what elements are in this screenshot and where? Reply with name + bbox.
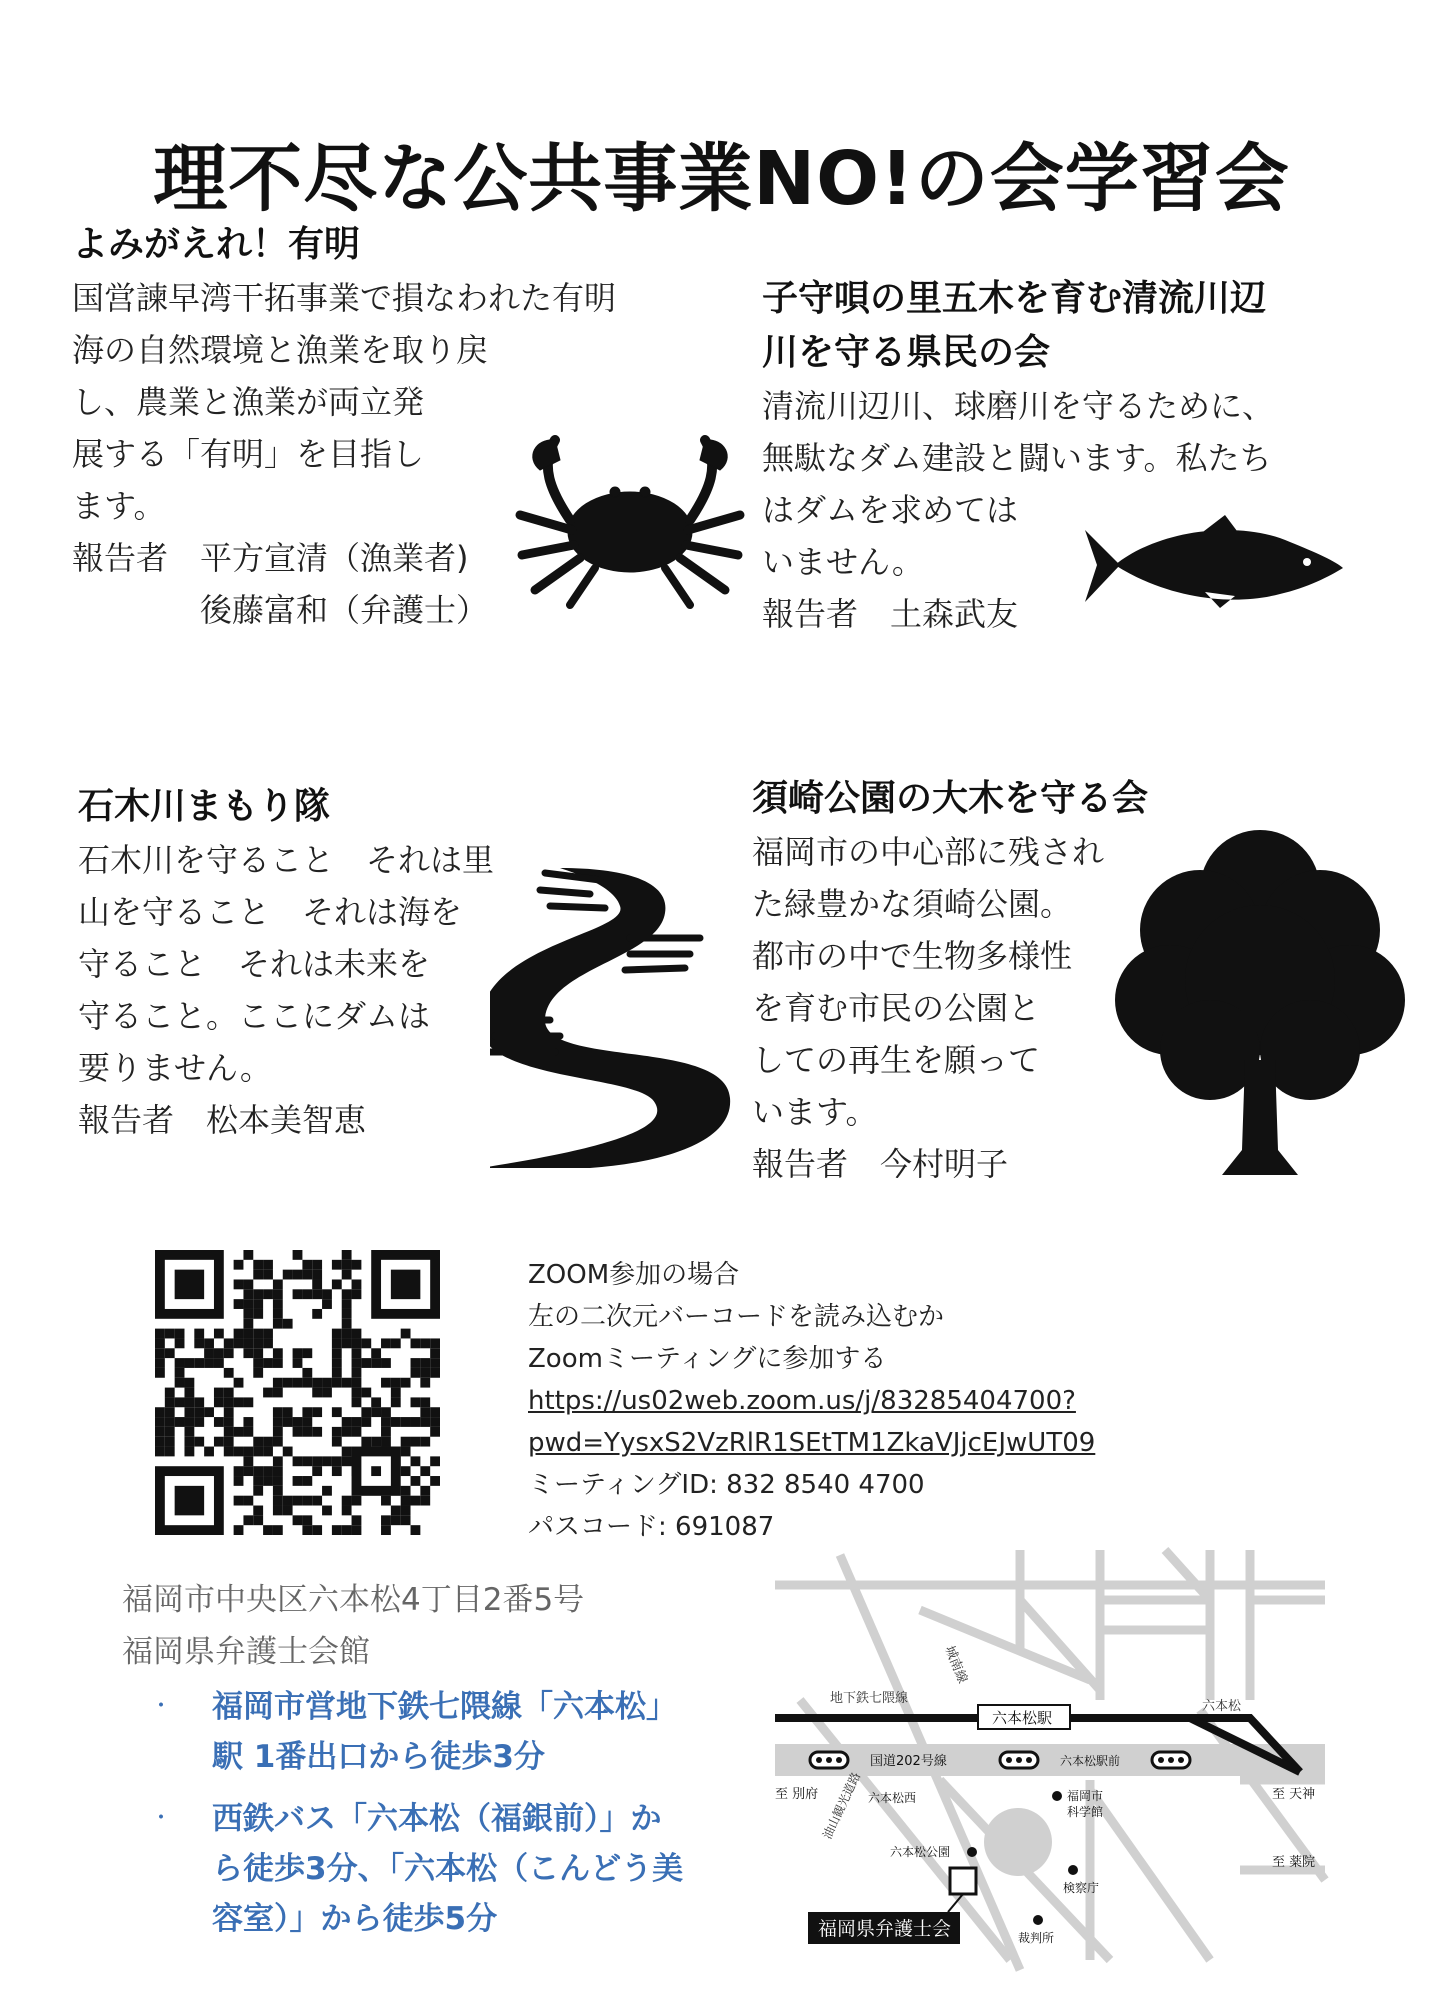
body-line: 国営諫早湾干拓事業で損なわれた有明: [72, 279, 617, 317]
body-line: 報告者 松本美智恵: [78, 1101, 367, 1139]
qr-code[interactable]: [155, 1250, 440, 1535]
body-line: ます。: [72, 487, 166, 525]
body-line: 報告者 土森武友: [762, 595, 1019, 633]
access-line: 西鉄バス「六本松（福銀前）」か: [212, 1801, 662, 1837]
body-line: います。: [752, 1093, 878, 1131]
access-line: ら徒歩3分、「六本松（こんどう美: [212, 1851, 684, 1887]
body-line: 展する「有明」を目指し: [72, 435, 425, 473]
body-line: 守ること それは未来を: [78, 945, 431, 983]
body-line: 要りません。: [78, 1049, 272, 1087]
tree-icon: [1110, 820, 1410, 1180]
body-line: はダムを求めては: [762, 491, 1019, 529]
body-line: た緑豊かな須崎公園。: [752, 885, 1073, 923]
map-label: 六本松西: [868, 1791, 917, 1805]
body-line: 山を守ること それは海を: [78, 893, 463, 931]
meeting-id: ミーティングID: 832 8540 4700: [528, 1470, 925, 1500]
body-line: いません。: [762, 543, 924, 581]
body-line: 報告者 平方宣清（漁業者): [72, 539, 469, 577]
address-line: 福岡市中央区六本松4丁目2番5号: [122, 1582, 585, 1618]
list-item: [150, 1682, 760, 1782]
body-line: 福岡市の中心部に残され: [752, 833, 1105, 871]
access-line: 容室）」から徒歩5分: [212, 1901, 498, 1937]
map-label: 至 天神: [1272, 1787, 1316, 1802]
access-list: [150, 1682, 760, 1944]
section-ishiki: [78, 780, 494, 1146]
body-line: 守ること。ここにダムは: [78, 997, 431, 1035]
list-item: [150, 1794, 760, 1944]
passcode: パスコード: 691087: [528, 1512, 775, 1542]
access-line: 福岡市営地下鉄七隈線「六本松」: [212, 1689, 677, 1725]
section-heading: よみがえれ！有明: [72, 224, 361, 265]
zoom-instruction: 左の二次元バーコードを読み込むか: [528, 1302, 945, 1332]
body-line: 報告者 今村明子: [752, 1145, 1009, 1183]
fish-icon: [1075, 510, 1345, 610]
map-label: 六本松駅前: [1060, 1754, 1121, 1768]
map-label: 国道202号線: [870, 1754, 947, 1769]
zoom-heading: ZOOM参加の場合: [528, 1260, 740, 1290]
zoom-link[interactable]: https://us02web.zoom.us/j/83285404700?: [528, 1386, 1076, 1416]
body-line: し、農業と漁業が両立発: [72, 383, 425, 421]
body-line: 後藤富和（弁護士）: [72, 591, 489, 629]
map-label: 至 薬院: [1272, 1855, 1316, 1870]
body-line: 石木川を守ること それは里: [78, 841, 495, 879]
map-label: 検察庁: [1063, 1881, 1100, 1895]
venue-label: 福岡県弁護士会: [818, 1918, 952, 1940]
map-label: 六本松: [1202, 1699, 1242, 1714]
body-line: 無駄なダム建設と闘います。私たち: [762, 439, 1272, 477]
body-line: しての再生を願って: [752, 1041, 1041, 1079]
zoom-info: [528, 1254, 1095, 1548]
map-label: 裁判所: [1018, 1931, 1055, 1945]
body-line: 海の自然環境と漁業を取り戻: [72, 331, 489, 369]
section-suzaki: [752, 772, 1148, 1190]
map-label: 至 別府: [775, 1787, 819, 1802]
section-heading: 須崎公園の大木を守る会: [752, 778, 1149, 819]
zoom-instruction: Zoomミーティングに参加する: [528, 1344, 887, 1374]
body-line: 清流川辺川、球磨川を守るために、: [762, 387, 1275, 425]
map-label: 福岡市: [1067, 1789, 1104, 1803]
venue-name: 福岡県弁護士会館: [122, 1634, 370, 1670]
section-heading: 石木川まもり隊: [78, 786, 331, 827]
page-title: 理不尽な公共事業NO!の会学習会: [153, 136, 1290, 222]
section-heading: 子守唄の里五木を育む清流川辺: [762, 278, 1267, 319]
map-label: 六本松公園: [890, 1845, 951, 1859]
section-heading: 川を守る県民の会: [762, 332, 1051, 373]
bullet: ・: [150, 1694, 173, 1719]
crab-icon: [510, 420, 750, 610]
map-label: 科学館: [1067, 1805, 1104, 1819]
access-line: 駅 1番出口から徒歩3分: [212, 1739, 545, 1775]
access-map: [770, 1540, 1330, 1980]
map-label: 油山観光道路: [820, 1770, 864, 1842]
address: [122, 1574, 584, 1678]
body-line: を育む市民の公園と: [752, 989, 1041, 1027]
bullet: ・: [150, 1806, 173, 1831]
body-line: 都市の中で生物多様性: [752, 937, 1073, 975]
zoom-link[interactable]: pwd=YysxS2VzRlR1SEtTM1ZkaVJjcEJwUT09: [528, 1428, 1096, 1458]
station-label: 六本松駅: [992, 1709, 1053, 1727]
map-label: 城南線: [941, 1643, 970, 1686]
river-icon: [490, 868, 740, 1168]
map-label: 地下鉄七隈線: [830, 1691, 909, 1706]
